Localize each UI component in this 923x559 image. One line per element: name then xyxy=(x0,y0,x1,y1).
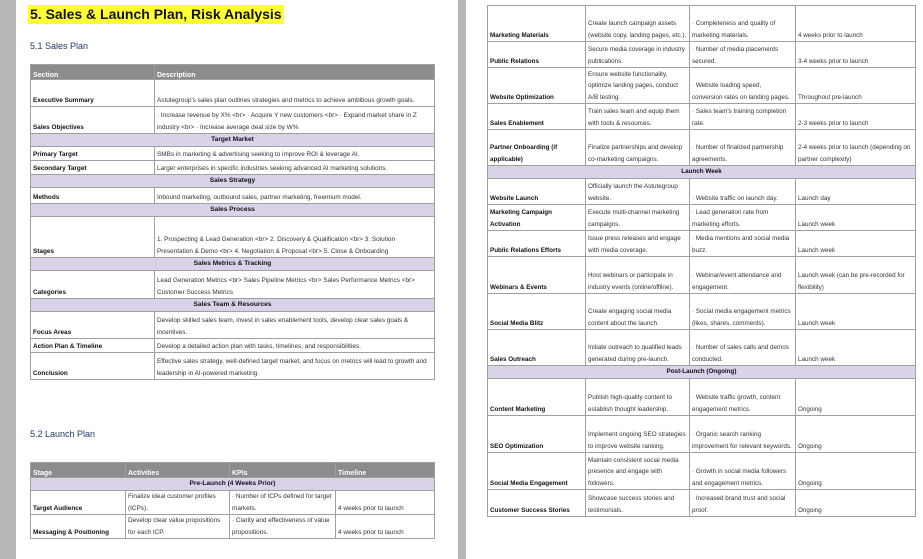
row-label: Social Media Blitz xyxy=(488,294,586,330)
row-cell: Ongoing xyxy=(796,416,916,453)
table-row xyxy=(31,188,435,204)
row-cell: 1. Prospecting & Lead Generation <br> 2. Discovery & Qualification <br> 3. Solution Presentation & Demo <br> 4. Negotiation & Proposal <br> 5. Close & Onboarding xyxy=(155,217,435,258)
table-row xyxy=(488,231,916,257)
row-cell: Finalize partnerships and develop co-marketing campaigns. xyxy=(586,130,690,166)
row-cell: Effective sales strategy, well-defined target market, and focus on metrics will lead to growth and leadership in AI-powered marketing. xyxy=(155,353,435,380)
row-cell: Issue press releases and engage with media coverage. xyxy=(586,231,690,257)
row-cell: Finalize ideal customer profiles (ICPs). xyxy=(126,491,230,515)
table-row xyxy=(31,515,435,539)
row-cell: · Organic search ranking improvement for relevant keywords. xyxy=(690,416,796,453)
row-label: Primary Target xyxy=(31,147,155,161)
section-band-row xyxy=(31,175,435,188)
row-label: Conclusion xyxy=(31,353,155,380)
row-cell: Ensure website functionality, optimize landing pages, conduct A/B testing. xyxy=(586,68,690,104)
row-cell: Officially launch the Astutegroup website. xyxy=(586,179,690,205)
row-label: Public Relations Efforts xyxy=(488,231,586,257)
header-activities: Activities xyxy=(126,463,230,478)
header-timeline: Timeline xyxy=(336,463,435,478)
row-label: Action Plan & Timeline xyxy=(31,339,155,353)
row-cell: Develop skilled sales team, invest in sales enablement tools, develop clear sales goals & incentives. xyxy=(155,312,435,339)
table-row xyxy=(31,339,435,353)
section-band-row xyxy=(31,204,435,217)
row-cell: Initiate outreach to qualified leads generated during pre-launch. xyxy=(586,330,690,366)
row-cell: 2-4 weeks prior to launch (depending on partner complexity) xyxy=(796,130,916,166)
section-band-row xyxy=(31,134,435,147)
row-cell: Train sales team and equip them with tools & resources. xyxy=(586,104,690,130)
sales-plan-heading: 5.1 Sales Plan xyxy=(30,41,89,51)
section-band: Launch Week xyxy=(488,166,916,179)
row-cell: · Sales team's training completion rate. xyxy=(690,104,796,130)
row-cell: · Number of ICPs defined for target markets. xyxy=(230,491,336,515)
row-cell: Launch day xyxy=(796,179,916,205)
table-row xyxy=(31,271,435,299)
section-band: Sales Metrics & Tracking xyxy=(31,258,435,271)
row-cell: · Number of finalized partnership agreements. xyxy=(690,130,796,166)
row-cell: Ongoing xyxy=(796,379,916,416)
row-cell: · Website traffic on launch day. xyxy=(690,179,796,205)
row-label: Customer Success Stories xyxy=(488,490,586,517)
table-row xyxy=(488,490,916,517)
row-cell: · Completeness and quality of marketing materials. xyxy=(690,6,796,42)
table-row xyxy=(31,107,435,134)
section-band: Sales Process xyxy=(31,204,435,217)
table-row xyxy=(31,353,435,380)
document-title: 5. Sales & Launch Plan, Risk Analysis xyxy=(30,6,282,22)
row-cell: Develop a detailed action plan with tasks, timelines, and responsibilities. xyxy=(155,339,435,353)
row-label: Executive Summary xyxy=(31,80,155,107)
row-cell: Create launch campaign assets (website copy, landing pages, etc.). xyxy=(586,6,690,42)
row-cell: Maintain consistent social media presence and engage with followers. xyxy=(586,453,690,490)
row-cell: · Webinar/event attendance and engagement. xyxy=(690,257,796,294)
table-row xyxy=(488,179,916,205)
row-cell: 4 weeks prior to launch xyxy=(796,6,916,42)
row-cell: 4 weeks prior to launch xyxy=(336,491,435,515)
row-cell: · Increased brand trust and social proof. xyxy=(690,490,796,517)
row-label: Content Marketing xyxy=(488,379,586,416)
table-row xyxy=(488,257,916,294)
row-cell: · Social media engagement metrics (likes, shares, comments). xyxy=(690,294,796,330)
launch-plan-table xyxy=(30,462,435,539)
document-page-left xyxy=(16,0,458,559)
row-label: Social Media Engagement xyxy=(488,453,586,490)
table-row xyxy=(488,130,916,166)
row-cell: Astutegroup's sales plan outlines strategies and metrics to achieve ambitious growth goals. xyxy=(155,80,435,107)
row-cell: Larger enterprises in specific industries seeking advanced AI marketing solutions. xyxy=(155,161,435,175)
table-header-row xyxy=(31,463,435,478)
table-row xyxy=(31,147,435,161)
row-cell: · Media mentions and social media buzz. xyxy=(690,231,796,257)
table-row xyxy=(488,294,916,330)
table-row xyxy=(488,205,916,231)
section-band: Sales Strategy xyxy=(31,175,435,188)
section-band: Pre-Launch (4 Weeks Prior) xyxy=(31,478,435,491)
section-band-row xyxy=(31,299,435,312)
row-cell: · Website loading speed, conversion rates on landing pages. xyxy=(690,68,796,104)
row-cell: · Lead generation rate from marketing efforts. xyxy=(690,205,796,231)
row-cell: Secure media coverage in industry publications. xyxy=(586,42,690,68)
table-row xyxy=(31,217,435,258)
row-cell: Launch week xyxy=(796,231,916,257)
row-cell: Create engaging social media content about the launch. xyxy=(586,294,690,330)
header-description: Description xyxy=(155,65,435,80)
row-cell: Launch week xyxy=(796,294,916,330)
table-row xyxy=(31,491,435,515)
row-cell: Inbound marketing, outbound sales, partner marketing, freemium model. xyxy=(155,188,435,204)
section-band: Post-Launch (Ongoing) xyxy=(488,366,916,379)
row-cell: Ongoing xyxy=(796,490,916,517)
section-band-row xyxy=(488,166,916,179)
table-header-row xyxy=(31,65,435,80)
table-row xyxy=(488,68,916,104)
table-row xyxy=(488,104,916,130)
section-band: Sales Team & Resources xyxy=(31,299,435,312)
row-cell: · Number of sales calls and demos conducted. xyxy=(690,330,796,366)
row-cell: Launch week (can be pre-recorded for flexibility) xyxy=(796,257,916,294)
row-cell: Throughout pre-launch xyxy=(796,68,916,104)
table-row xyxy=(488,6,916,42)
row-label: Target Audience xyxy=(31,491,126,515)
row-label: Sales Enablement xyxy=(488,104,586,130)
row-label: Marketing Materials xyxy=(488,6,586,42)
launch-plan-heading: 5.2 Launch Plan xyxy=(30,429,96,439)
row-label: Marketing Campaign Activation xyxy=(488,205,586,231)
row-label: Sales Outreach xyxy=(488,330,586,366)
row-cell: Launch week xyxy=(796,205,916,231)
row-label: Public Relations xyxy=(488,42,586,68)
row-label: Stages xyxy=(31,217,155,258)
row-label: Webinars & Events xyxy=(488,257,586,294)
section-band-row xyxy=(31,478,435,491)
row-cell: · Website traffic growth, content engagement metrics. xyxy=(690,379,796,416)
header-stage: Stage xyxy=(31,463,126,478)
table-row xyxy=(488,330,916,366)
section-band: Target Market xyxy=(31,134,435,147)
sales-plan-table xyxy=(30,64,435,380)
table-row xyxy=(31,80,435,107)
table-row xyxy=(488,453,916,490)
row-cell: · Growth in social media followers and engagement metrics. xyxy=(690,453,796,490)
row-cell: Lead Generation Metrics <br> Sales Pipeline Metrics <br> Sales Performance Metrics <br> Customer Success Metrics xyxy=(155,271,435,299)
header-section: Section xyxy=(31,65,155,80)
row-label: SEO Optimization xyxy=(488,416,586,453)
row-cell: Launch week xyxy=(796,330,916,366)
row-cell: · Increase revenue by X% <br> · Acquire Y new customers <br> · Expand market share in Z industry <br> · Increase average deal size by W% xyxy=(155,107,435,134)
row-label: Website Optimization xyxy=(488,68,586,104)
row-cell: Host webinars or participate in industry events (online/offline). xyxy=(586,257,690,294)
document-page-right xyxy=(466,0,923,559)
row-cell: SMBs in marketing & advertising seeking to improve ROI & leverage AI. xyxy=(155,147,435,161)
row-cell: Showcase success stories and testimonials. xyxy=(586,490,690,517)
row-cell: Publish high-quality content to establish thought leadership. xyxy=(586,379,690,416)
row-cell: Develop clear value propositions for each ICP. xyxy=(126,515,230,539)
section-band-row xyxy=(31,258,435,271)
row-label: Website Launch xyxy=(488,179,586,205)
row-label: Sales Objectives xyxy=(31,107,155,134)
header-kpis: KPIs xyxy=(230,463,336,478)
row-cell: 3-4 weeks prior to launch xyxy=(796,42,916,68)
section-band-row xyxy=(488,366,916,379)
table-row xyxy=(31,161,435,175)
row-cell: 2-3 weeks prior to launch xyxy=(796,104,916,130)
table-row xyxy=(488,416,916,453)
table-row xyxy=(488,379,916,416)
table-row xyxy=(488,42,916,68)
row-cell: 4 weeks prior to launch xyxy=(336,515,435,539)
row-cell: Ongoing xyxy=(796,453,916,490)
table-row xyxy=(31,312,435,339)
row-cell: · Number of media placements secured. xyxy=(690,42,796,68)
row-cell: Execute multi-channel marketing campaigns. xyxy=(586,205,690,231)
row-label: Messaging & Positioning xyxy=(31,515,126,539)
row-label: Secondary Target xyxy=(31,161,155,175)
row-label: Focus Areas xyxy=(31,312,155,339)
row-label: Methods xyxy=(31,188,155,204)
row-label: Partner Onboarding (if applicable) xyxy=(488,130,586,166)
launch-plan-table-continued xyxy=(487,5,916,517)
row-cell: · Clarity and effectiveness of value propositions. xyxy=(230,515,336,539)
row-cell: Implement ongoing SEO strategies to improve website ranking. xyxy=(586,416,690,453)
row-label: Categories xyxy=(31,271,155,299)
